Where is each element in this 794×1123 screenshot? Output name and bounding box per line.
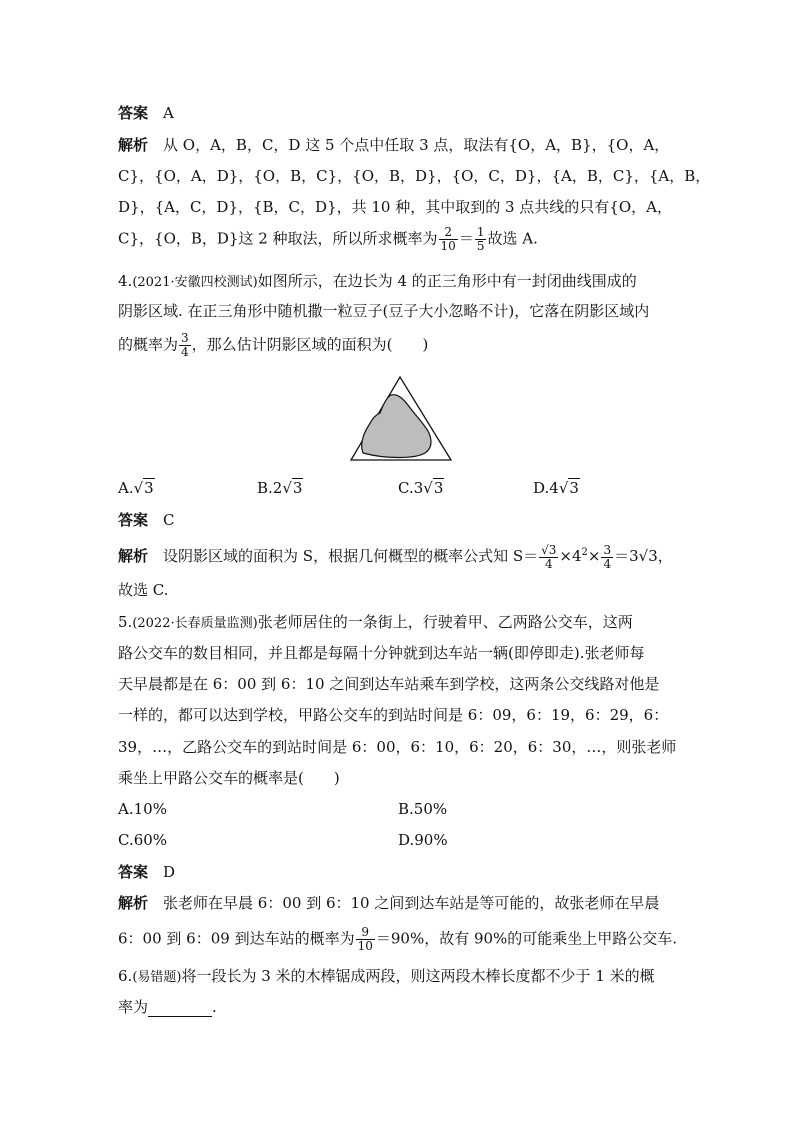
sqrt: √3 (423, 479, 444, 497)
question-number: 6. (118, 967, 133, 985)
answer-label: 答案 (118, 104, 149, 122)
radicand: 3 (569, 479, 579, 497)
q5-stem-line-3: 天早晨都是在 6：00 到 6：10 之间到达车站乘车到学校，这两条公交线路对他是 (118, 675, 660, 693)
formula-part: × (587, 547, 601, 565)
numerator: 9 (356, 926, 375, 940)
question-source: (易错题) (132, 970, 182, 985)
q4-option-a[interactable] (118, 479, 155, 497)
question-source: (2021·安徽四校测试) (132, 275, 258, 290)
question-text: . (212, 998, 217, 1016)
formula-part: ×4 (559, 547, 582, 565)
answer-blank[interactable] (148, 1002, 212, 1017)
q4-analysis-line-1 (118, 543, 673, 571)
q5-option-d[interactable]: D.90% (398, 831, 448, 849)
analysis-text: 故选 A. (487, 229, 538, 248)
q4-option-b[interactable] (257, 479, 303, 497)
answer-value: D (163, 863, 176, 881)
question-number: 5. (118, 613, 133, 631)
denominator: 4 (181, 345, 189, 359)
question-number: 4. (118, 272, 133, 290)
analysis-text: ＝90%，故有 90%的可能乘坐上甲路公交车. (375, 929, 678, 948)
q5-stem-line-6: 乘坐上甲路公交车的概率是( ) (118, 769, 340, 787)
numerator: √3 (541, 542, 557, 557)
answer-label: 答案 (118, 863, 149, 881)
answer-value: A (163, 104, 174, 122)
sqrt: √3 (558, 479, 579, 497)
triangle-figure (345, 373, 457, 465)
q6-stem-line-2 (118, 997, 217, 1017)
question-text: 张老师居住的一条街上，行驶着甲、乙两路公交车，这两 (257, 613, 633, 631)
denominator: 4 (603, 556, 612, 571)
q3-analysis-line-2: C}，{O，A，D}，{O，B，C}，{O，B，D}，{O，C，D}，{A，B，C}，{A，B， (118, 167, 711, 185)
q3-analysis-line-1 (118, 135, 669, 155)
question-text: 率为 (118, 998, 149, 1016)
denominator: 10 (357, 939, 373, 953)
analysis-text: 从 O，A，B，C，D 这 5 个点中任取 3 点，取法有{O，A，B}，{O，A， (163, 136, 670, 154)
denominator: 5 (476, 239, 485, 253)
q5-stem-line-2: 路公交车的数目相同，并且都是每隔十分钟就到达车站一辆(即停即走).张老师每 (118, 644, 645, 662)
q4-option-c[interactable] (398, 479, 444, 497)
numerator: 2 (439, 226, 458, 240)
q4-analysis-line-2: 故选 C. (118, 581, 169, 599)
numerator: 1 (476, 225, 485, 239)
q5-option-a[interactable]: A.10% (118, 800, 167, 818)
numerator: 3 (603, 542, 612, 557)
q5-stem-line-4: 一样的，都可以达到学校，甲路公交车的到站时间是 6：09，6：19，6：29，6： (118, 706, 669, 724)
q5-stem-line-1 (118, 612, 633, 634)
q3-analysis-line-4 (118, 226, 538, 253)
radicand: 3 (433, 479, 444, 497)
option-letter: C. (398, 479, 414, 497)
sqrt: √3 (133, 479, 154, 497)
q5-option-b[interactable]: B.50% (398, 800, 448, 818)
answer-value: C (163, 511, 175, 529)
question-text: ，那么估计阴影区域的面积为( ) (191, 335, 429, 354)
q4-option-d[interactable] (533, 479, 580, 497)
analysis-text: 张老师在早晨 6：00 到 6：10 之间到达车站是等可能的，故张老师在早晨 (163, 894, 660, 912)
option-letter: B. (257, 479, 273, 497)
fraction (356, 926, 375, 953)
question-text: 将一段长为 3 米的木棒锯成两段，则这两段木棒长度都不少于 1 米的概 (181, 967, 655, 985)
q5-option-c[interactable]: C.60% (118, 831, 168, 849)
option-coef: 2 (272, 479, 283, 497)
answer-label: 答案 (118, 511, 149, 529)
fraction (439, 226, 458, 253)
equals: ＝ (458, 229, 474, 248)
sqrt: √3 (282, 479, 303, 497)
question-text: 的概率为 (118, 335, 179, 354)
analysis-text: 6：00 到 6：09 到达车站的概率为 (118, 929, 355, 948)
radicand: 3 (144, 479, 154, 497)
q4-stem-line-2: 阴影区域. 在正三角形中随机撒一粒豆子(豆子大小忽略不计)，它落在阴影区域内 (118, 302, 650, 320)
q4-answer (118, 510, 175, 530)
question-source: (2022·长春质量监测) (132, 616, 258, 631)
formula-result: ＝3√3， (614, 547, 673, 565)
numerator: 3 (181, 331, 189, 345)
analysis-text: C}，{O，B，D}这 2 种取法，所以所求概率为 (118, 229, 438, 248)
q3-analysis-line-3: D}，{A，C，D}，{B，C，D}，共 10 种，其中取到的 3 点共线的只有{O，A， (118, 198, 672, 216)
q5-stem-line-5: 39，…，乙路公交车的到站时间是 6：00，6：10，6：20，6：30，…，则张老师 (118, 738, 677, 756)
question-text: 如图所示，在边长为 4 的正三角形中有一封闭曲线围成的 (257, 272, 637, 290)
fraction (475, 226, 487, 253)
q4-stem-line-1 (118, 271, 637, 293)
option-coef: 4 (549, 479, 559, 497)
q4-stem-line-3 (118, 332, 428, 359)
fraction (601, 544, 613, 571)
analysis-label: 解析 (118, 136, 149, 154)
exponent: 2 (581, 547, 588, 558)
analysis-text: 设阴影区域的面积为 S，根据几何概型的概率公式知 S＝ (163, 547, 539, 565)
denominator: 10 (440, 239, 456, 253)
fraction (539, 544, 558, 571)
q5-analysis-line-2 (118, 926, 677, 953)
fraction (179, 332, 191, 359)
analysis-label: 解析 (118, 894, 149, 912)
shaded-region (362, 395, 431, 458)
analysis-label: 解析 (118, 547, 149, 565)
denominator: 4 (544, 556, 553, 571)
option-coef: 3 (413, 479, 424, 497)
radicand: 3 (292, 479, 303, 497)
q5-analysis-line-1 (118, 893, 659, 913)
option-letter: D. (533, 479, 550, 497)
q5-answer (118, 862, 175, 882)
option-letter: A. (118, 479, 134, 497)
q6-stem-line-1 (118, 966, 655, 988)
q3-answer (118, 103, 174, 123)
